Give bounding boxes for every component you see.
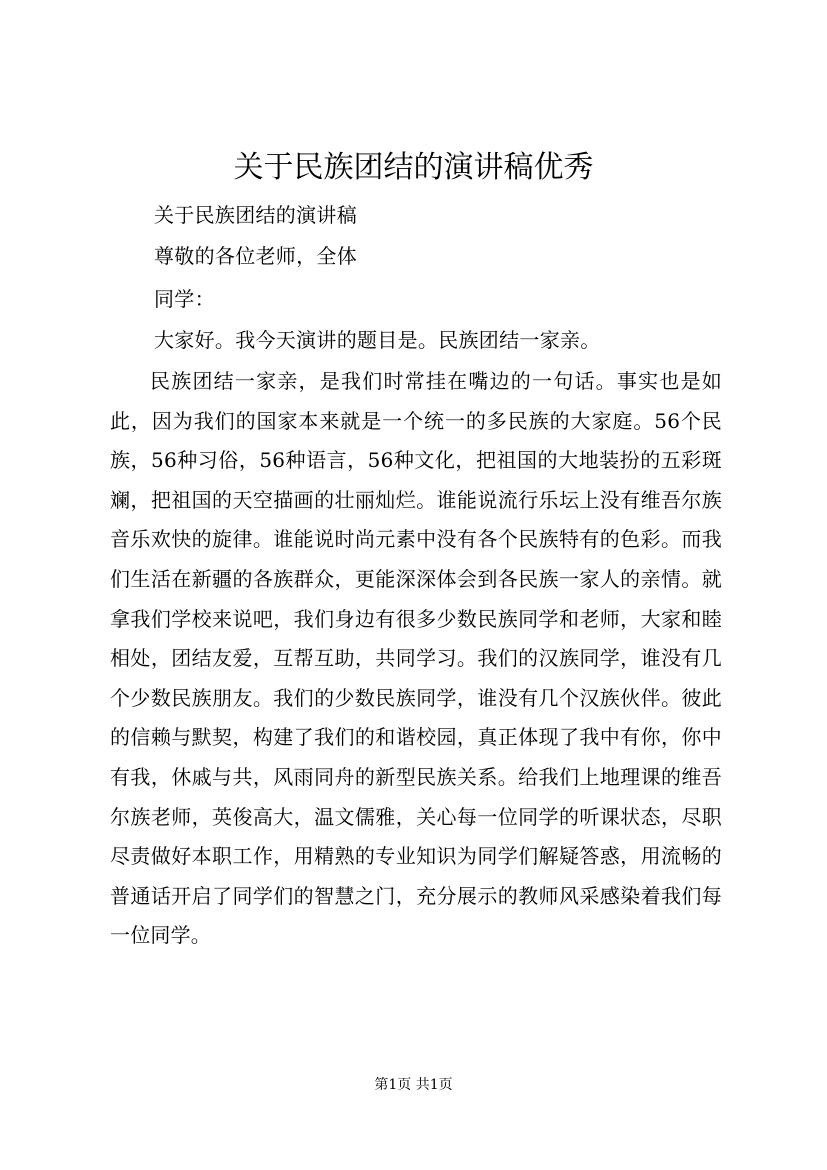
document-title: 关于民族团结的演讲稿优秀 <box>233 150 594 185</box>
subtitle-line: 关于民族团结的演讲稿 <box>154 203 357 227</box>
page-footer: 第1页 共1页 <box>374 1077 453 1093</box>
body-paragraph: 民族团结一家亲，是我们时常挂在嘴边的一句话。事实也是如此，因为我们的国家本来就是一个统一的多民族的大家庭。56个民族，56种习俗，56种语言，56种文化，把祖国的大地装扮的五彩斑斓，把祖国的天空描画的壮丽灿烂。谁能说流行乐坛上没有维吾尔族音乐欢快的旋律。谁能说时尚元素中没有各个民族特有的色彩。而我们生活在新疆的各族群众，更能深深体会到各民族一家人的亲情。就拿我们学校来说吧，我们身边有很多少数民族同学和老师，大家和睦相处，团结友爱，互帮互助，共同学习。我们的汉族同学，谁没有几个少数民族朋友。我们的少数民族同学，谁没有几个汉族伙伴。彼此的信赖与默契，构建了我们的和谐校园，真正体现了我中有你，你中有我，休戚与共，风雨同舟的新型民族关系。给我们上地理课的维吾尔族老师，英俊高大，温文儒雅，关心每一位同学的听课状态，尽职尽责做好本职工作，用精熟的专业知识为同学们解疑答惑，用流畅的普通话开启了同学们的智慧之门，充分展示的教师风采感染着我们每一位同学。 <box>110 369 722 948</box>
salutation-line-2: 同学： <box>154 287 215 311</box>
salutation-line: 尊敬的各位老师，全体 <box>154 244 357 268</box>
greeting-line: 大家好。我今天演讲的题目是。民族团结一家亲。 <box>154 328 601 352</box>
